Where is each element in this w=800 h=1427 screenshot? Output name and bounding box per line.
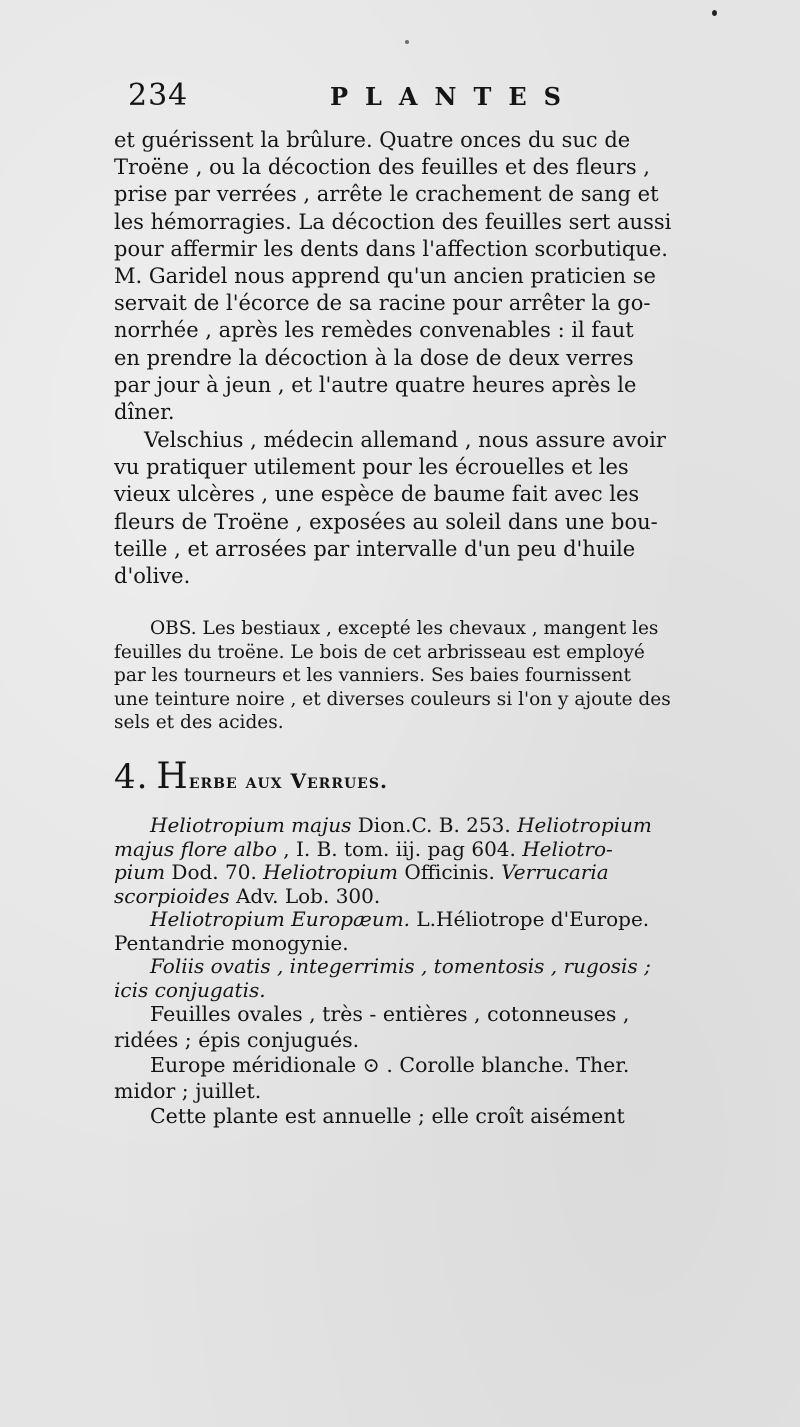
text-line: par jour à jeun , et l'autre quatre heures après le	[114, 372, 637, 397]
text-line	[114, 908, 754, 932]
running-title: PLANTES	[330, 82, 578, 111]
reference: Adv. Lob. 300.	[229, 883, 381, 908]
description-block	[114, 1002, 754, 1130]
text-line: vu pratiquer utilement pour les écrouelles et les	[114, 455, 629, 480]
latin-name: Heliotropium	[517, 813, 652, 837]
section-heading	[114, 756, 754, 800]
ink-speck	[405, 40, 409, 44]
paragraph-troene-uses	[114, 127, 754, 426]
text-line: Pentandrie monogynie.	[114, 930, 349, 955]
observation-note	[114, 617, 754, 735]
text-line: teille , et arrosées par intervalle d'un peu d'huile	[114, 536, 636, 561]
latin-name: Heliotropium	[263, 860, 398, 884]
heading-initial: H	[156, 756, 189, 797]
latin-name: Heliotro-	[522, 836, 613, 861]
text-line: dîner.	[114, 400, 175, 425]
synonyms-block	[114, 814, 754, 1002]
ink-speck	[712, 10, 717, 16]
text-line: Troëne , ou la décoction des feuilles et des fleurs ,	[114, 155, 650, 180]
latin-name: Heliotropium majus	[150, 813, 352, 837]
page-number: 234	[128, 78, 189, 113]
latin-name: Verrucaria	[501, 860, 609, 884]
text-line: Feuilles ovales , très - entières , cotonneuses ,	[150, 1002, 630, 1026]
text-line: vieux ulcères , une espèce de baume fait avec les	[114, 482, 640, 507]
text-line	[114, 838, 754, 862]
common-name: L.Héliotrope d'Europe.	[410, 907, 650, 931]
text-line: Europe méridionale ⊙ . Corolle blanche. Ther.	[150, 1053, 630, 1077]
text-line: ridées ; épis conjugués.	[114, 1027, 360, 1052]
paragraph-velschius	[114, 427, 754, 590]
text-line: Cette plante est annuelle ; elle croît aisément	[150, 1104, 625, 1128]
text-line: feuilles du troëne. Le bois de cet arbrisseau est employé	[114, 641, 645, 663]
text-line	[114, 861, 754, 885]
latin-name: Heliotropium Europæum.	[150, 907, 411, 931]
text-line: servait de l'écorce de sa racine pour arrêter la go-	[114, 291, 651, 316]
text-line: icis conjugatis.	[114, 977, 266, 1002]
text-line: Velschius , médecin allemand , nous assure avoir	[144, 428, 666, 452]
latin-name: majus flore albo	[114, 836, 277, 861]
reference: Officinis.	[397, 860, 502, 884]
text-line: norrhée , après les remèdes convenables : il faut	[114, 318, 634, 343]
latin-name: pium	[114, 860, 166, 884]
text-line	[114, 814, 754, 838]
latin-name: scorpioides	[114, 883, 230, 908]
text-line: OBS. Les bestiaux , excepté les chevaux , mangent les	[150, 618, 659, 639]
text-line: fleurs de Troëne , exposées au soleil dans une bou-	[114, 509, 658, 534]
text-line: M. Garidel nous apprend qu'un ancien praticien se	[114, 264, 656, 289]
text-line: sels et des acides.	[114, 712, 284, 733]
text-line: en prendre la décoction à la dose de deux verres	[114, 345, 634, 370]
text-line: par les tourneurs et les vanniers. Ses baies fournissent	[114, 665, 631, 686]
section-number: 4.	[114, 757, 149, 797]
text-line: midor ; juillet.	[114, 1078, 262, 1103]
heading-title: erbe aux Verrues.	[188, 769, 388, 793]
text-line: prise par verrées , arrête le crachement de sang et	[114, 182, 659, 207]
reference: Dod. 70.	[165, 860, 264, 884]
text-line	[114, 885, 754, 909]
page-header	[128, 78, 758, 118]
reference: , I. B. tom. iij. pag 604.	[276, 836, 523, 861]
reference: Dion.C. B. 253.	[351, 813, 518, 837]
text-line: les hémorragies. La décoction des feuilles sert aussi	[114, 209, 672, 234]
text-line: d'olive.	[114, 564, 191, 589]
text-line: pour affermir les dents dans l'affection scorbutique.	[114, 236, 668, 261]
text-line: et guérissent la brûlure. Quatre onces du suc de	[114, 128, 631, 152]
text-line: une teinture noire , et diverses couleurs si l'on y ajoute des	[114, 688, 671, 710]
text-line: Foliis ovatis , integerrimis , tomentosis , rugosis ;	[150, 954, 651, 978]
